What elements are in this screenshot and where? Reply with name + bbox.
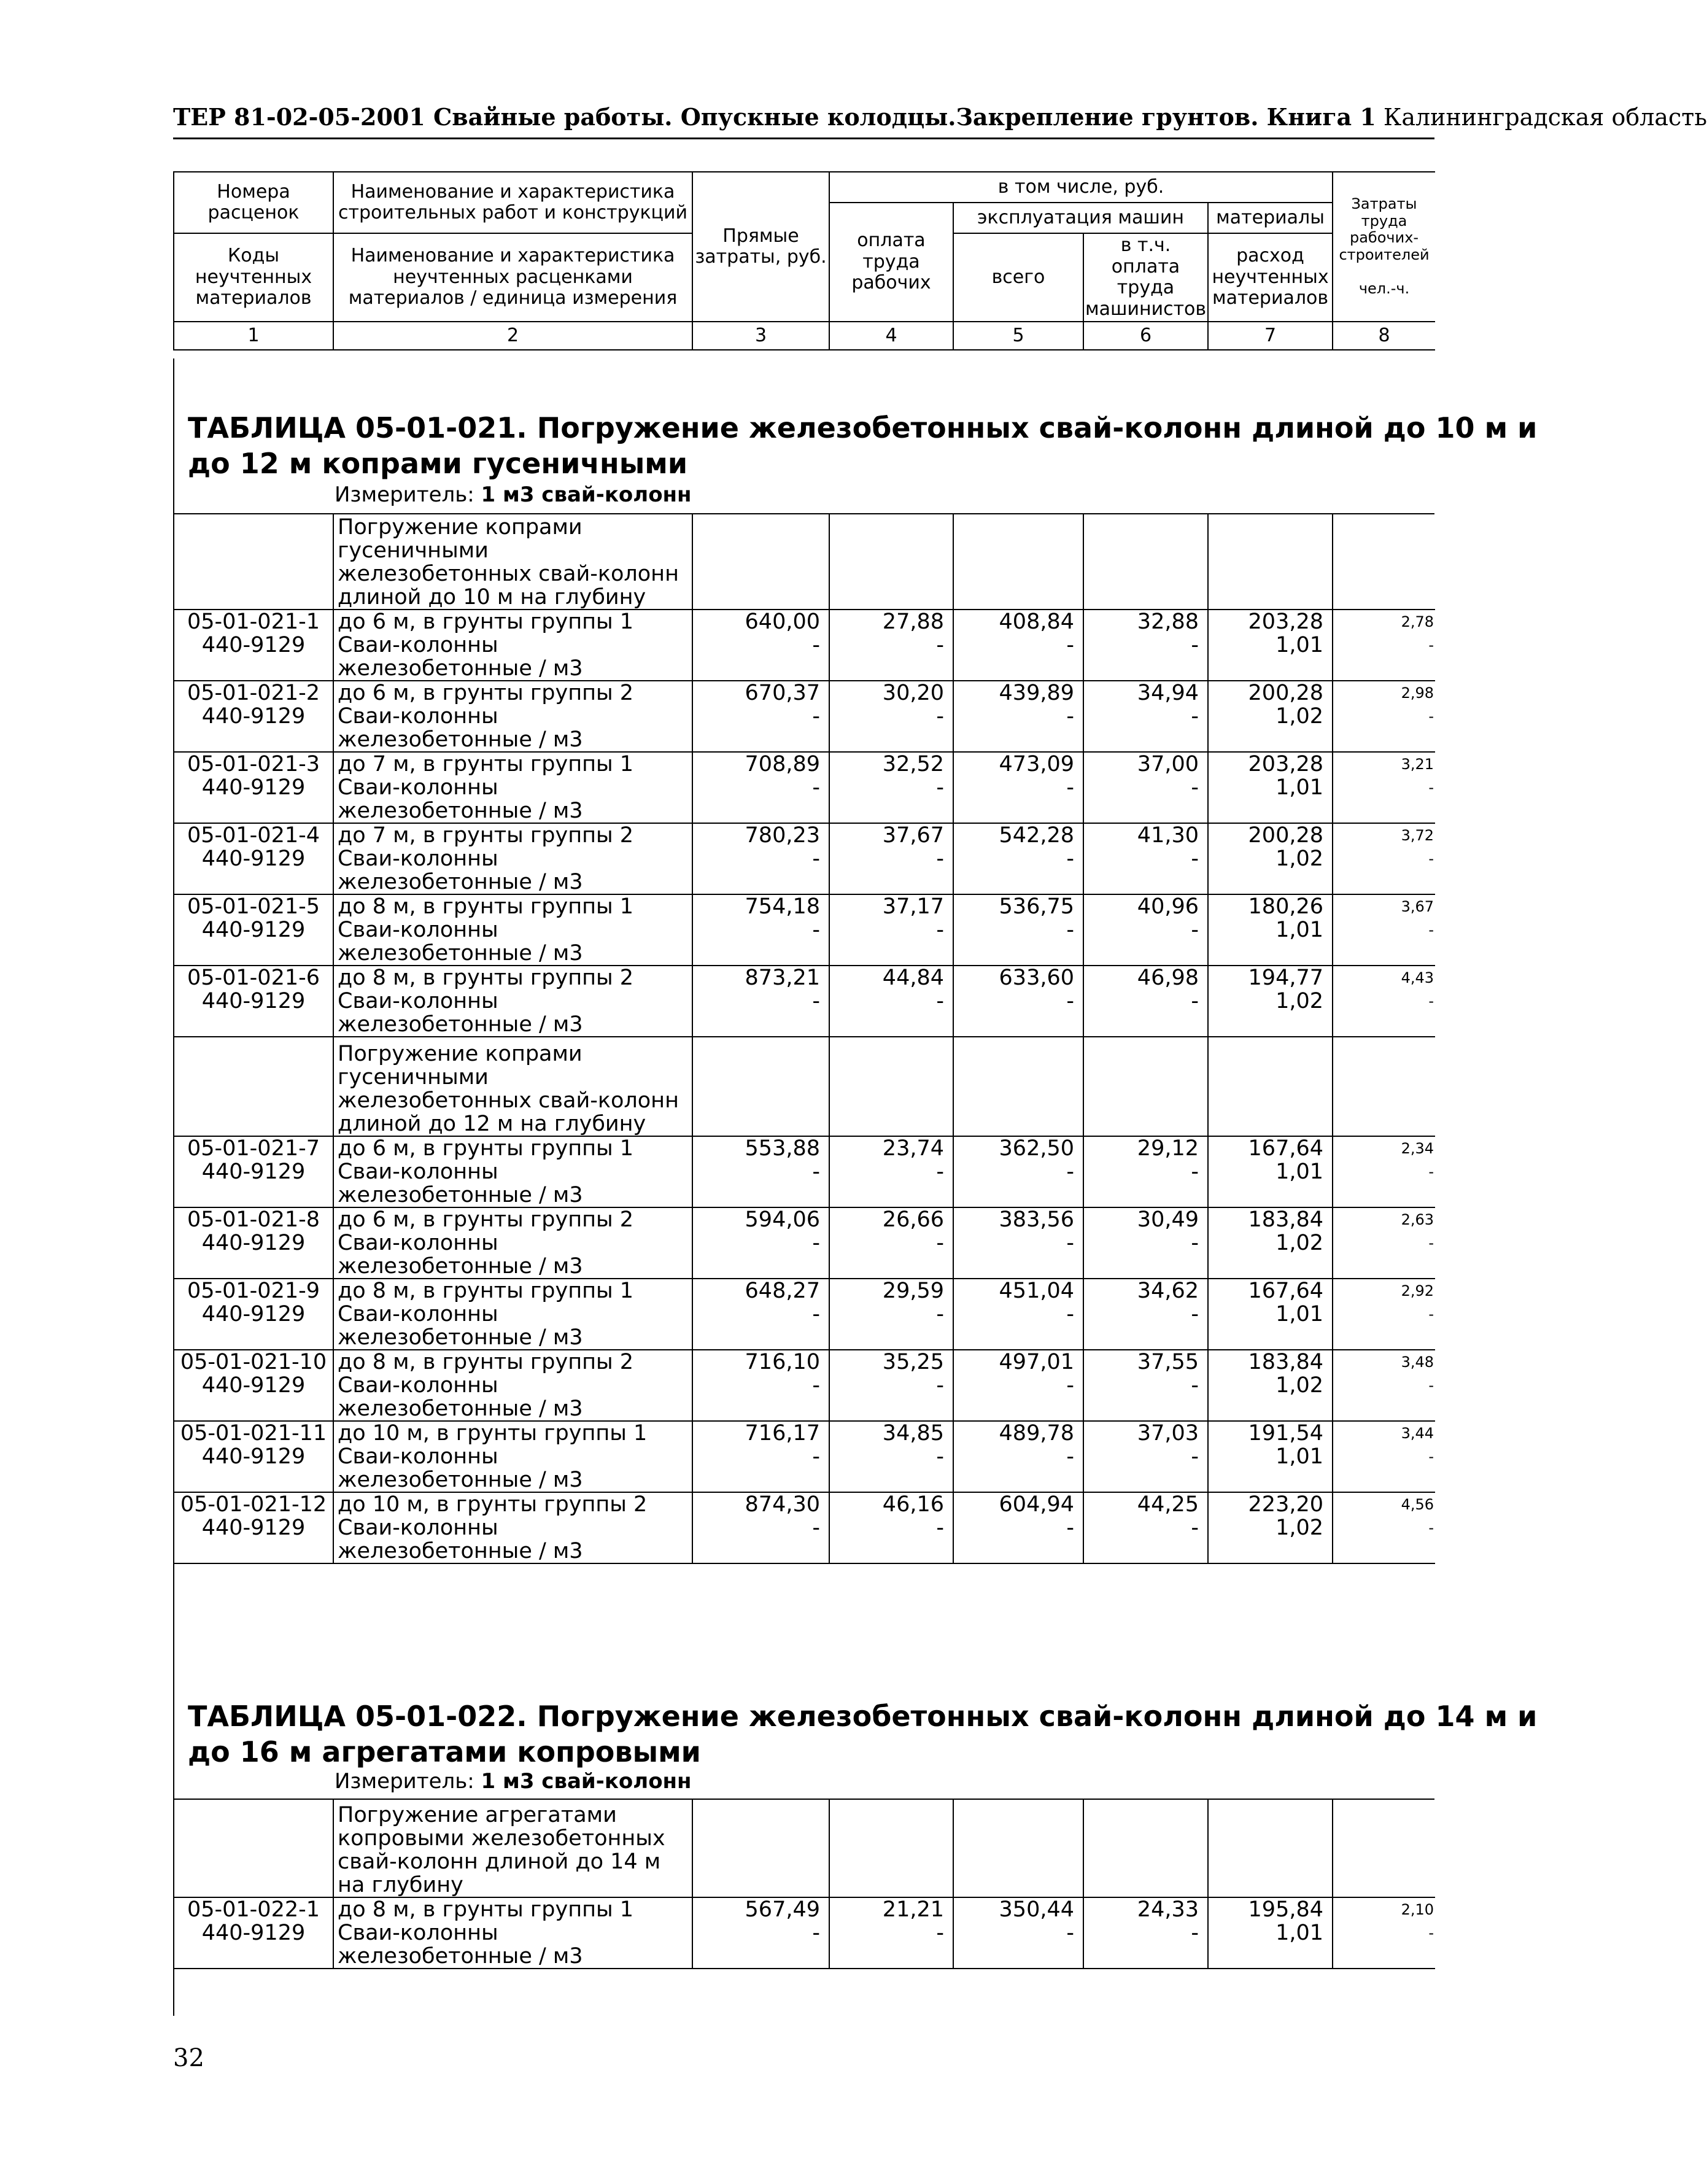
col-operator-pay: в т.ч. оплата труда машинистов: [1083, 233, 1208, 322]
rate-description: до 8 м, в грунты группы 2: [333, 966, 692, 989]
direct-costs: 873,21: [692, 966, 829, 989]
rate-code: 05-01-021-10: [174, 1350, 333, 1374]
rate-description: до 10 м, в грунты группы 1: [333, 1421, 692, 1445]
operator-pay: 37,03: [1083, 1421, 1208, 1445]
labor-hours: 2,34: [1333, 1136, 1435, 1160]
table-row-material: [174, 705, 1435, 752]
machine-total: 383,56: [953, 1207, 1083, 1231]
rate-code: 05-01-021-9: [174, 1279, 333, 1303]
dash-cell: -: [692, 1516, 829, 1563]
table-row-material: [174, 776, 1435, 823]
material-quantity: 1,01: [1208, 1303, 1333, 1350]
labor-hours: 4,56: [1333, 1492, 1435, 1516]
machine-total: 350,44: [953, 1897, 1083, 1921]
materials-cost: 203,28: [1208, 610, 1333, 633]
table-row-material: [174, 918, 1435, 966]
col-including: в том числе, руб.: [829, 172, 1333, 203]
material-quantity: 1,02: [1208, 705, 1333, 752]
dash-cell: -: [692, 776, 829, 823]
machine-total: 536,75: [953, 894, 1083, 918]
dash-cell: -: [692, 705, 829, 752]
dash-cell: -: [1083, 1303, 1208, 1350]
table-row-material: [174, 1445, 1435, 1492]
worker-pay: 46,16: [829, 1492, 953, 1516]
machine-total: 542,28: [953, 823, 1083, 847]
material-quantity: 1,01: [1208, 918, 1333, 966]
material-code: 440-9129: [174, 1374, 333, 1421]
rate-code: 05-01-021-7: [174, 1136, 333, 1160]
material-code: 440-9129: [174, 1516, 333, 1563]
table1-group2-caption: Погружение копрами гусеничными железобетонных свай-колонн длиной до 12 м на глубину: [333, 1037, 692, 1136]
material-code: 440-9129: [174, 1160, 333, 1207]
worker-pay: 32,52: [829, 752, 953, 776]
direct-costs: 780,23: [692, 823, 829, 847]
table-row-material: [174, 1160, 1435, 1207]
table-row: [174, 681, 1435, 705]
dash-cell: -: [692, 918, 829, 966]
dash-cell: -: [1333, 847, 1435, 894]
dash-cell: -: [692, 1160, 829, 1207]
operator-pay: 37,00: [1083, 752, 1208, 776]
direct-costs: 648,27: [692, 1279, 829, 1303]
table1-group2-row: [174, 1037, 1435, 1136]
materials-cost: 180,26: [1208, 894, 1333, 918]
operator-pay: 41,30: [1083, 823, 1208, 847]
col-labor-costs-title: Затраты труда рабочих-строителей: [1339, 195, 1430, 263]
col-materials: материалы: [1208, 203, 1333, 233]
labor-hours: 2,98: [1333, 681, 1435, 705]
col-labor-costs: [1333, 172, 1435, 322]
col-work-name: Наименование и характеристика строительных работ и конструкций: [333, 172, 692, 233]
dash-cell: -: [953, 1921, 1083, 1969]
material-quantity: 1,01: [1208, 776, 1333, 823]
col-worker-pay: оплата труда рабочих: [829, 203, 953, 322]
machine-total: 473,09: [953, 752, 1083, 776]
rate-description: до 8 м, в грунты группы 1: [333, 894, 692, 918]
machine-total: 489,78: [953, 1421, 1083, 1445]
material-code: 440-9129: [174, 1231, 333, 1279]
material-quantity: 1,01: [1208, 1445, 1333, 1492]
dash-cell: -: [1083, 1445, 1208, 1492]
operator-pay: 46,98: [1083, 966, 1208, 989]
material-quantity: 1,02: [1208, 1231, 1333, 1279]
dash-cell: -: [692, 1374, 829, 1421]
col-number-1: 1: [174, 322, 333, 350]
dash-cell: -: [829, 918, 953, 966]
rate-code: 05-01-021-12: [174, 1492, 333, 1516]
dash-cell: -: [1333, 1231, 1435, 1279]
dash-cell: -: [1083, 1516, 1208, 1563]
direct-costs: 716,10: [692, 1350, 829, 1374]
dash-cell: -: [1333, 1516, 1435, 1563]
dash-cell: -: [1333, 989, 1435, 1037]
operator-pay: 30,49: [1083, 1207, 1208, 1231]
materials-cost: 203,28: [1208, 752, 1333, 776]
labor-hours: 2,63: [1333, 1207, 1435, 1231]
col-number-6: 6: [1083, 322, 1208, 350]
table-row: [174, 1136, 1435, 1160]
col-number-4: 4: [829, 322, 953, 350]
worker-pay: 37,67: [829, 823, 953, 847]
dash-cell: -: [692, 1303, 829, 1350]
material-code: 440-9129: [174, 989, 333, 1037]
table-row-material: [174, 1516, 1435, 1563]
labor-hours: 4,43: [1333, 966, 1435, 989]
table-row: [174, 894, 1435, 918]
direct-costs: 670,37: [692, 681, 829, 705]
rate-code: 05-01-021-2: [174, 681, 333, 705]
table1-title-line2: до 12 м копрами гусеничными: [188, 447, 688, 480]
table-row: [174, 610, 1435, 633]
page-number: 32: [173, 2044, 204, 2072]
rate-description: до 8 м, в грунты группы 2: [333, 1350, 692, 1374]
direct-costs: 874,30: [692, 1492, 829, 1516]
material-quantity: 1,01: [1208, 1921, 1333, 1969]
worker-pay: 29,59: [829, 1279, 953, 1303]
worker-pay: 21,21: [829, 1897, 953, 1921]
rate-description: до 6 м, в грунты группы 1: [333, 1136, 692, 1160]
rate-code: 05-01-021-6: [174, 966, 333, 989]
col-machine-operation: эксплуатация машин: [953, 203, 1208, 233]
col-direct-costs: Прямые затраты, руб.: [692, 172, 829, 322]
table-row: [174, 1897, 1435, 1921]
rate-description: до 6 м, в грунты группы 2: [333, 1207, 692, 1231]
dash-cell: -: [1083, 1231, 1208, 1279]
material-name: Сваи-колонны железобетонные / м3: [333, 776, 692, 823]
dash-cell: -: [953, 776, 1083, 823]
operator-pay: 34,62: [1083, 1279, 1208, 1303]
table2-group1-caption: Погружение агрегатами копровыми железобетонных свай-колонн длиной до 14 м на глубину: [333, 1800, 692, 1897]
direct-costs: 708,89: [692, 752, 829, 776]
dash-cell: -: [953, 1303, 1083, 1350]
operator-pay: 44,25: [1083, 1492, 1208, 1516]
material-quantity: 1,01: [1208, 1160, 1333, 1207]
dash-cell: -: [692, 989, 829, 1037]
direct-costs: 716,17: [692, 1421, 829, 1445]
col-number-8: 8: [1333, 322, 1435, 350]
machine-total: 408,84: [953, 610, 1083, 633]
direct-costs: 567,49: [692, 1897, 829, 1921]
table-row-material: [174, 633, 1435, 681]
dash-cell: -: [829, 633, 953, 681]
table-row-material: [174, 989, 1435, 1037]
rate-code: 05-01-021-3: [174, 752, 333, 776]
material-name: Сваи-колонны железобетонные / м3: [333, 1374, 692, 1421]
table2-title-line2: до 16 м агрегатами копровыми: [188, 1735, 701, 1768]
operator-pay: 34,94: [1083, 681, 1208, 705]
materials-cost: 223,20: [1208, 1492, 1333, 1516]
operator-pay: 32,88: [1083, 610, 1208, 633]
labor-hours: 2,10: [1333, 1897, 1435, 1921]
dash-cell: -: [1333, 1160, 1435, 1207]
table-row: [174, 752, 1435, 776]
materials-cost: 195,84: [1208, 1897, 1333, 1921]
dash-cell: -: [829, 1160, 953, 1207]
dash-cell: -: [953, 633, 1083, 681]
material-quantity: 1,02: [1208, 989, 1333, 1037]
material-code: 440-9129: [174, 776, 333, 823]
operator-pay: 37,55: [1083, 1350, 1208, 1374]
dash-cell: -: [953, 1445, 1083, 1492]
rate-description: до 6 м, в грунты группы 1: [333, 610, 692, 633]
table-row: [174, 1350, 1435, 1374]
col-man-hours: чел.-ч.: [1358, 280, 1410, 298]
table-row-material: [174, 1231, 1435, 1279]
machine-total: 451,04: [953, 1279, 1083, 1303]
col-machine-total: всего: [953, 233, 1083, 322]
worker-pay: 35,25: [829, 1350, 953, 1374]
operator-pay: 40,96: [1083, 894, 1208, 918]
col-number-7: 7: [1208, 322, 1333, 350]
material-code: 440-9129: [174, 1921, 333, 1969]
worker-pay: 26,66: [829, 1207, 953, 1231]
col-number-2: 2: [333, 322, 692, 350]
material-name: Сваи-колонны железобетонные / м3: [333, 1303, 692, 1350]
table2-measure-label: Измеритель:: [335, 1769, 474, 1794]
labor-hours: 2,92: [1333, 1279, 1435, 1303]
table2-title-line1: ТАБЛИЦА 05-01-022. Погружение железобетонных свай-колонн длиной до 14 м и: [188, 1700, 1538, 1733]
worker-pay: 44,84: [829, 966, 953, 989]
rate-description: до 8 м, в грунты группы 1: [333, 1279, 692, 1303]
rate-code: 05-01-021-4: [174, 823, 333, 847]
material-name: Сваи-колонны железобетонные / м3: [333, 1160, 692, 1207]
table1-title-line1: ТАБЛИЦА 05-01-021. Погружение железобетонных свай-колонн длиной до 10 м и: [188, 411, 1538, 444]
rate-description: до 10 м, в грунты группы 2: [333, 1492, 692, 1516]
table2-title: [188, 1698, 1537, 1770]
rate-description: до 7 м, в грунты группы 2: [333, 823, 692, 847]
column-header-table: [173, 171, 1435, 350]
dash-cell: -: [829, 1445, 953, 1492]
table1-body: [173, 514, 1435, 1564]
header-title: ТЕР 81-02-05-2001 Свайные работы. Опускные колодцы.Закрепление грунтов. Книга 1: [173, 103, 1376, 131]
material-quantity: 1,02: [1208, 1516, 1333, 1563]
rate-description: до 8 м, в грунты группы 1: [333, 1897, 692, 1921]
rate-code: 05-01-021-11: [174, 1421, 333, 1445]
dash-cell: -: [1333, 1303, 1435, 1350]
table1-measure: [335, 482, 692, 507]
dash-cell: -: [1333, 705, 1435, 752]
rate-code: 05-01-021-1: [174, 610, 333, 633]
dash-cell: -: [692, 1445, 829, 1492]
table-row-material: [174, 847, 1435, 894]
material-code: 440-9129: [174, 1303, 333, 1350]
dash-cell: -: [953, 1160, 1083, 1207]
table-row: [174, 1207, 1435, 1231]
dash-cell: -: [1083, 633, 1208, 681]
material-name: Сваи-колонны железобетонные / м3: [333, 989, 692, 1037]
dash-cell: -: [692, 847, 829, 894]
machine-total: 439,89: [953, 681, 1083, 705]
table-row-material: [174, 1374, 1435, 1421]
dash-cell: -: [1083, 776, 1208, 823]
material-quantity: 1,02: [1208, 1374, 1333, 1421]
labor-hours: 3,44: [1333, 1421, 1435, 1445]
table2-group1-row: [174, 1800, 1435, 1897]
materials-cost: 183,84: [1208, 1207, 1333, 1231]
table2-measure-value: 1 м3 свай-колонн: [481, 1769, 692, 1794]
rate-code: 05-01-021-5: [174, 894, 333, 918]
table1-measure-value: 1 м3 свай-колонн: [481, 482, 692, 507]
page-header: [173, 103, 1707, 139]
material-name: Сваи-колонны железобетонные / м3: [333, 918, 692, 966]
material-name: Сваи-колонны железобетонные / м3: [333, 1516, 692, 1563]
dash-cell: -: [829, 1921, 953, 1969]
materials-cost: 194,77: [1208, 966, 1333, 989]
direct-costs: 754,18: [692, 894, 829, 918]
dash-cell: -: [829, 1516, 953, 1563]
table1-group1-row: [174, 514, 1435, 610]
dash-cell: -: [953, 1516, 1083, 1563]
materials-cost: 200,28: [1208, 681, 1333, 705]
worker-pay: 37,17: [829, 894, 953, 918]
dash-cell: -: [1083, 847, 1208, 894]
labor-hours: 3,48: [1333, 1350, 1435, 1374]
table-row-material: [174, 1921, 1435, 1969]
worker-pay: 23,74: [829, 1136, 953, 1160]
material-code: 440-9129: [174, 918, 333, 966]
material-code: 440-9129: [174, 847, 333, 894]
material-code: 440-9129: [174, 633, 333, 681]
table2-measure: [335, 1769, 692, 1794]
dash-cell: -: [953, 705, 1083, 752]
material-name: Сваи-колонны железобетонные / м3: [333, 705, 692, 752]
table1-title: [188, 410, 1537, 481]
dash-cell: -: [1083, 1160, 1208, 1207]
dash-cell: -: [1333, 1374, 1435, 1421]
material-quantity: 1,02: [1208, 847, 1333, 894]
dash-cell: -: [1333, 1445, 1435, 1492]
dash-cell: -: [829, 847, 953, 894]
material-name: Сваи-колонны железобетонные / м3: [333, 633, 692, 681]
worker-pay: 30,20: [829, 681, 953, 705]
table-row-material: [174, 1303, 1435, 1350]
machine-total: 362,50: [953, 1136, 1083, 1160]
table1-group1-caption: Погружение копрами гусеничными железобетонных свай-колонн длиной до 10 м на глубину: [333, 514, 692, 610]
materials-cost: 191,54: [1208, 1421, 1333, 1445]
materials-cost: 200,28: [1208, 823, 1333, 847]
dash-cell: -: [953, 1374, 1083, 1421]
operator-pay: 29,12: [1083, 1136, 1208, 1160]
material-quantity: 1,01: [1208, 633, 1333, 681]
table-row: [174, 823, 1435, 847]
machine-total: 497,01: [953, 1350, 1083, 1374]
material-code: 440-9129: [174, 1445, 333, 1492]
machine-total: 633,60: [953, 966, 1083, 989]
direct-costs: 594,06: [692, 1207, 829, 1231]
dash-cell: -: [1083, 918, 1208, 966]
table-row: [174, 966, 1435, 989]
dash-cell: -: [829, 1231, 953, 1279]
operator-pay: 24,33: [1083, 1897, 1208, 1921]
col-material-consumption: расход неучтенных материалов: [1208, 233, 1333, 322]
materials-cost: 183,84: [1208, 1350, 1333, 1374]
dash-cell: -: [1083, 1374, 1208, 1421]
worker-pay: 27,88: [829, 610, 953, 633]
rate-description: до 7 м, в грунты группы 1: [333, 752, 692, 776]
dash-cell: -: [953, 918, 1083, 966]
dash-cell: -: [829, 989, 953, 1037]
machine-total: 604,94: [953, 1492, 1083, 1516]
dash-cell: -: [829, 705, 953, 752]
material-name: Сваи-колонны железобетонные / м3: [333, 1445, 692, 1492]
table-row: [174, 1492, 1435, 1516]
dash-cell: -: [1333, 776, 1435, 823]
rate-code: 05-01-022-1: [174, 1897, 333, 1921]
dash-cell: -: [953, 1231, 1083, 1279]
dash-cell: -: [1333, 633, 1435, 681]
table2-body: [173, 1800, 1435, 1969]
col-rate-numbers: Номера расценок: [174, 172, 333, 233]
dash-cell: -: [1083, 705, 1208, 752]
dash-cell: -: [1083, 1921, 1208, 1969]
col-unaccounted-codes: Коды неучтенных материалов: [174, 233, 333, 322]
material-code: 440-9129: [174, 705, 333, 752]
rate-description: до 6 м, в грунты группы 2: [333, 681, 692, 705]
worker-pay: 34,85: [829, 1421, 953, 1445]
dash-cell: -: [953, 847, 1083, 894]
dash-cell: -: [1333, 1921, 1435, 1969]
dash-cell: -: [692, 1921, 829, 1969]
direct-costs: 553,88: [692, 1136, 829, 1160]
col-unaccounted-names: Наименование и характеристика неучтенных расценками материалов / единица измерения: [333, 233, 692, 322]
dash-cell: -: [1333, 918, 1435, 966]
col-number-3: 3: [692, 322, 829, 350]
table1-measure-label: Измеритель:: [335, 482, 474, 507]
col-number-5: 5: [953, 322, 1083, 350]
labor-hours: 2,78: [1333, 610, 1435, 633]
materials-cost: 167,64: [1208, 1279, 1333, 1303]
material-name: Сваи-колонны железобетонные / м3: [333, 847, 692, 894]
dash-cell: -: [829, 776, 953, 823]
dash-cell: -: [829, 1374, 953, 1421]
dash-cell: -: [1083, 989, 1208, 1037]
rate-code: 05-01-021-8: [174, 1207, 333, 1231]
dash-cell: -: [692, 633, 829, 681]
dash-cell: -: [829, 1303, 953, 1350]
table-row: [174, 1279, 1435, 1303]
direct-costs: 640,00: [692, 610, 829, 633]
materials-cost: 167,64: [1208, 1136, 1333, 1160]
header-region: Калининградская область: [1383, 104, 1707, 131]
material-name: Сваи-колонны железобетонные / м3: [333, 1921, 692, 1969]
dash-cell: -: [953, 989, 1083, 1037]
material-name: Сваи-колонны железобетонные / м3: [333, 1231, 692, 1279]
labor-hours: 3,21: [1333, 752, 1435, 776]
table-row: [174, 1421, 1435, 1445]
dash-cell: -: [692, 1231, 829, 1279]
labor-hours: 3,72: [1333, 823, 1435, 847]
labor-hours: 3,67: [1333, 894, 1435, 918]
